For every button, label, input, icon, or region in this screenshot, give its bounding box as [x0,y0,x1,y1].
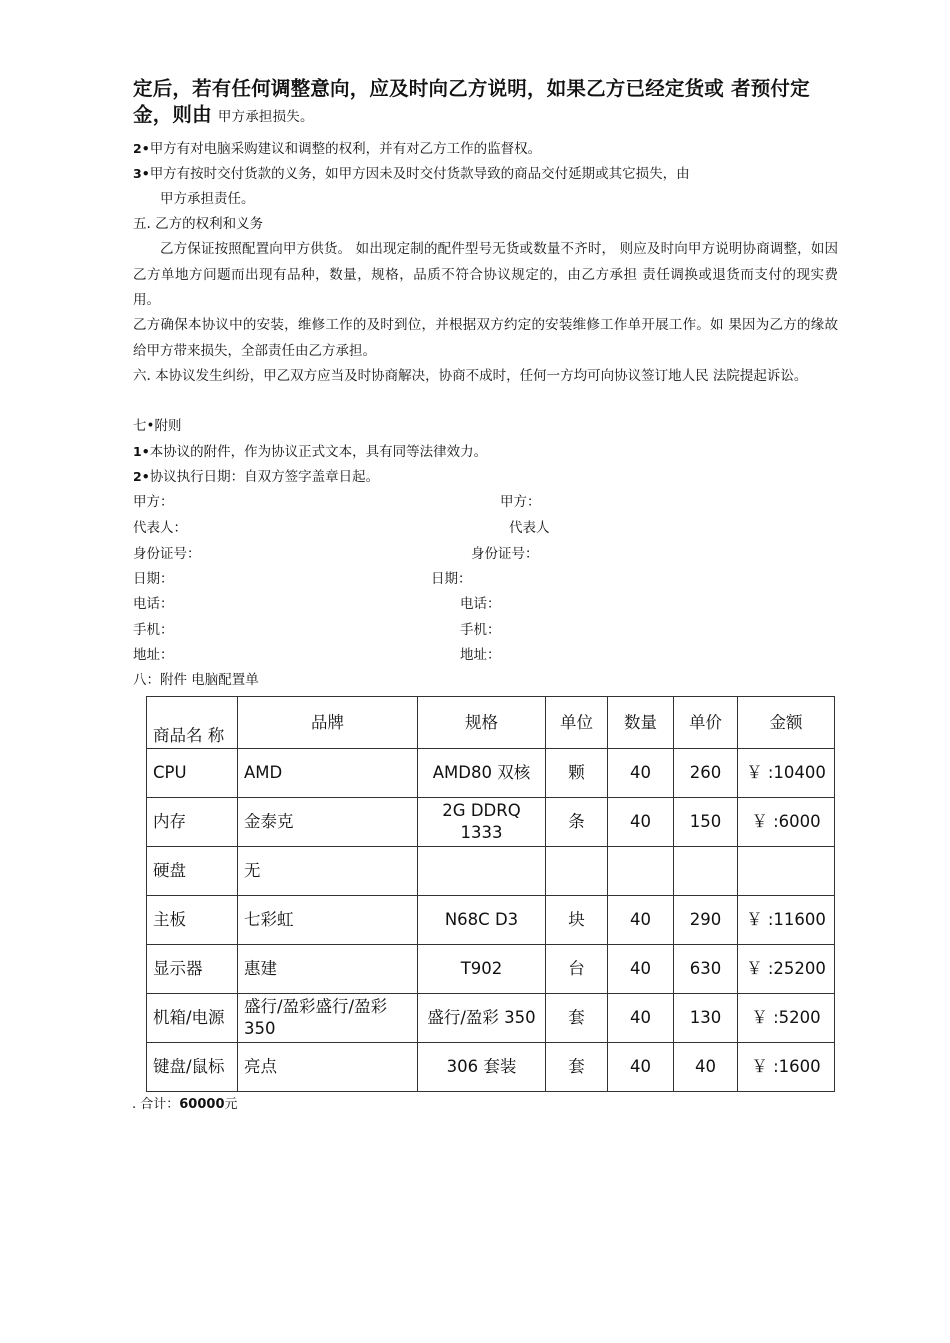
cell-unit: 台 [546,945,608,994]
header-unit-price: 单价 [674,697,738,749]
cell-unit-price: 630 [674,945,738,994]
table-header-row [147,697,835,749]
table-row [147,749,835,798]
sign-right-representative: 代表人 [509,520,550,536]
sign-right-party: 甲方： [500,494,541,510]
cell-amount: ￥ :10400 [738,749,835,798]
total-unit: 元 [224,1097,238,1112]
cell-brand: 惠建 [238,945,418,994]
section-7-item-2 [133,467,379,487]
sign-right-id-number: 身份证号： [471,546,539,562]
table-row [147,798,835,847]
cell-brand: 盛行/盈彩盛行/盈彩 350 [238,994,418,1043]
cell-brand: 亮点 [238,1043,418,1092]
section-7-item-2-number: 2• [133,469,150,484]
cell-product-name: 主板 [147,896,238,945]
table-row [147,1043,835,1092]
clause-2-text: 甲方有对电脑采购建议和调整的权利，并有对乙方工作的监督权。 [149,141,542,157]
intro-small-text: 甲方承担损失。 [217,109,314,125]
cell-amount: ￥ :11600 [738,896,835,945]
section-5-paragraph-1: 乙方保证按照配置向甲方供货。 如出现定制的配件型号无货或数量不齐时， 则应及时向甲方说明协商调整，如因乙方单地方问题而出现有品种，数量，规格，品质不符合协议规定的，由乙方承担 责任调换或退货而支付的现实费用。 [133,241,838,308]
clause-2-number: 2• [133,141,150,156]
cell-product-name: 机箱/电源 [147,994,238,1043]
sign-left-date: 日期： [133,571,174,587]
cell-spec [418,847,546,896]
table-row [147,896,835,945]
clause-2 [133,139,541,159]
sign-right-date: 日期： [431,571,472,587]
cell-spec: T902 [418,945,546,994]
cell-product-name: CPU [147,749,238,798]
section-7-title: 七•附则 [133,418,182,434]
cell-product-name: 键盘/鼠标 [147,1043,238,1092]
cell-unit-price: 150 [674,798,738,847]
total-amount: 60000 [179,1097,225,1112]
section-5-paragraph-2: 乙方确保本协议中的安装，维修工作的及时到位，并根据双方约定的安装维修工作单开展工作。如 果因为乙方的缘故给甲方带来损失，全部责任由乙方承担。 [133,317,838,359]
cell-unit-price: 40 [674,1043,738,1092]
clause-3-number: 3• [133,166,150,181]
sign-right-address: 地址： [460,647,501,663]
cell-product-name: 硬盘 [147,847,238,896]
cell-unit [546,847,608,896]
cell-brand: 无 [238,847,418,896]
cell-unit: 条 [546,798,608,847]
sign-left-address: 地址： [133,647,174,663]
header-quantity: 数量 [608,697,674,749]
cell-unit: 块 [546,896,608,945]
clause-3 [133,164,690,184]
cell-quantity: 40 [608,749,674,798]
cell-quantity: 40 [608,896,674,945]
cell-unit-price: 130 [674,994,738,1043]
section-6-text: 六. 本协议发生纠纷，甲乙双方应当及时协商解决，协商不成时，任何一方均可向协议签订地人民 法院提起诉讼。 [133,368,808,384]
cell-product-name: 显示器 [147,945,238,994]
cell-spec: AMD80 双核 [418,749,546,798]
cell-unit: 套 [546,1043,608,1092]
cell-spec: 306 套装 [418,1043,546,1092]
cell-unit-price: 290 [674,896,738,945]
section-7-item-1-number: 1• [133,444,150,459]
cell-amount: ￥ :5200 [738,994,835,1043]
header-unit: 单位 [546,697,608,749]
cell-unit: 套 [546,994,608,1043]
sign-right-phone: 电话： [460,596,501,612]
section-7-item-1-text: 本协议的附件，作为协议正式文本，具有同等法律效力。 [149,444,488,460]
header-brand: 品牌 [238,697,418,749]
cell-quantity: 40 [608,945,674,994]
cell-quantity: 40 [608,1043,674,1092]
cell-quantity: 40 [608,798,674,847]
cell-amount: ￥ :1600 [738,1043,835,1092]
header-spec: 规格 [418,697,546,749]
cell-product-name: 内存 [147,798,238,847]
cell-amount [738,847,835,896]
cell-unit: 颗 [546,749,608,798]
table-row [147,945,835,994]
cell-quantity: 40 [608,994,674,1043]
sign-left-mobile: 手机： [133,622,174,638]
header-product-name: 商品名 称 [147,697,238,749]
sign-left-id-number: 身份证号： [133,546,201,562]
cell-brand: AMD [238,749,418,798]
section-8-title: 八：附件 电脑配置单 [133,672,259,688]
cell-amount: ￥ :25200 [738,945,835,994]
header-amount: 金额 [738,697,835,749]
cell-brand: 七彩虹 [238,896,418,945]
section-5-title: 五. 乙方的权利和义务 [133,216,264,232]
cell-quantity [608,847,674,896]
total-prefix: . 合计： [132,1097,180,1112]
cell-unit-price [674,847,738,896]
cell-amount: ￥ :6000 [738,798,835,847]
clause-3-text: 甲方有按时交付货款的义务，如甲方因未及时交付货款导致的商品交付延期或其它损失，由 [149,166,690,182]
section-7-item-1 [133,442,487,462]
intro-bold-text: 定后，若有任何调整意向，应及时向乙方说明，如果乙方已经定货或 者预付定金，则由 [133,77,810,126]
cell-unit-price: 260 [674,749,738,798]
cell-spec: N68C D3 [418,896,546,945]
computer-config-table [146,696,835,1092]
intro-paragraph [133,76,843,130]
total-line [132,1093,238,1112]
cell-spec: 2G DDRQ 1333 [418,798,546,847]
section-7-item-2-text: 协议执行日期：自双方签字盖章日起。 [149,469,380,485]
sign-left-representative: 代表人： [133,520,187,536]
cell-brand: 金泰克 [238,798,418,847]
cell-spec: 盛行/盈彩 350 [418,994,546,1043]
sign-left-party: 甲方： [133,494,174,510]
sign-left-phone: 电话： [133,596,174,612]
table-row [147,994,835,1043]
sign-right-mobile: 手机： [460,622,501,638]
clause-3-continuation: 甲方承担责任。 [160,191,255,207]
table-row [147,847,835,896]
